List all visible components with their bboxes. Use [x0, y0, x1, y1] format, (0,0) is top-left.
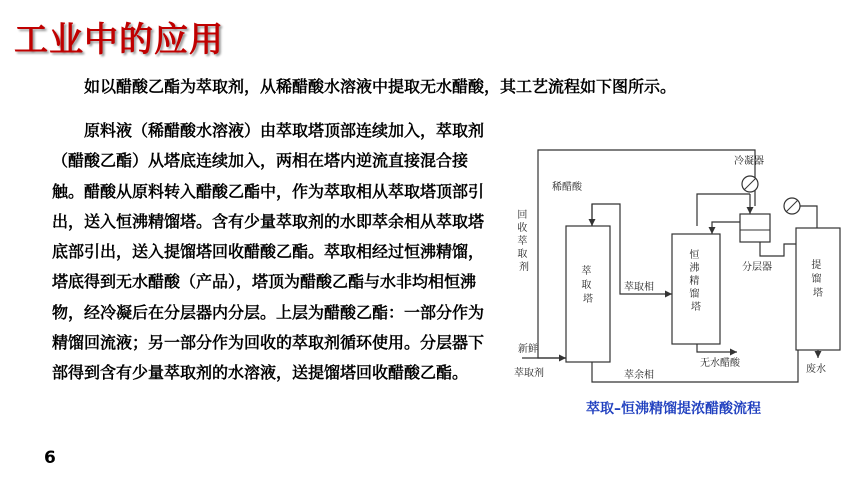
label-stripping-tower: 提 馏 塔: [811, 260, 823, 299]
intro-sentence: 如以醋酸乙酯为萃取剂，从稀醋酸水溶液中提取无水醋酸，其工艺流程如下图所示。: [84, 77, 677, 96]
label-raffinate: 萃余相: [624, 370, 654, 381]
process-description: 原料液（稀醋酸水溶液）由萃取塔顶部连续加入，萃取剂（醋酸乙酯）从塔底连续加入，两相在塔内逆流直接混合接触。醋酸从原料转入醋酸乙酯中，作为萃取相从萃取塔顶部引出，送入恒沸精馏塔。含有少量萃取剂的水即萃余相从萃取塔底部引出，送入提馏塔回收醋酸乙酯。萃取相经过恒沸精馏，塔底得到无水醋酸（产品），塔顶为醋酸乙酯与水非均相恒沸物，经冷凝后在分层器内分层。上层为醋酸乙酯：一部分作为精馏回流液；另一部分作为回收的萃取剂循环使用。分层器下部得到含有少量萃取剂的水溶液，送提馏塔回收醋酸乙酯。: [52, 121, 485, 383]
label-separator: 分层器: [742, 262, 772, 273]
raffinate-line: [592, 350, 798, 382]
stripper-vapour-line: [800, 206, 817, 228]
label-extraction-tower: 萃 取 塔: [581, 266, 593, 305]
label-dilute-acid: 稀醋酸: [552, 182, 582, 193]
diagram-caption: 萃取–恒沸精馏提浓醋酸流程: [586, 401, 761, 417]
label-anhydrous-acid: 无水醋酸: [700, 358, 740, 369]
label-condenser: 冷凝器: [734, 156, 764, 167]
label-extract-phase: 萃取相: [624, 282, 654, 293]
product-line: [697, 344, 737, 352]
separator-vessel: [740, 214, 770, 242]
label-fresh-solvent-1: 新鲜: [518, 344, 538, 355]
label-recovered-solvent: 回 收 萃 取 剂: [517, 210, 529, 273]
label-azeotropic-tower: 恒 沸 精 馏 塔: [689, 250, 701, 313]
process-flow-diagram: [512, 144, 850, 394]
page-number: 6: [44, 448, 56, 468]
reflux-line: [712, 222, 740, 234]
slide-title: 工业中的应用: [14, 20, 224, 60]
label-fresh-solvent-2: 萃取剂: [514, 368, 544, 379]
label-waste-water: 废水: [806, 364, 826, 375]
